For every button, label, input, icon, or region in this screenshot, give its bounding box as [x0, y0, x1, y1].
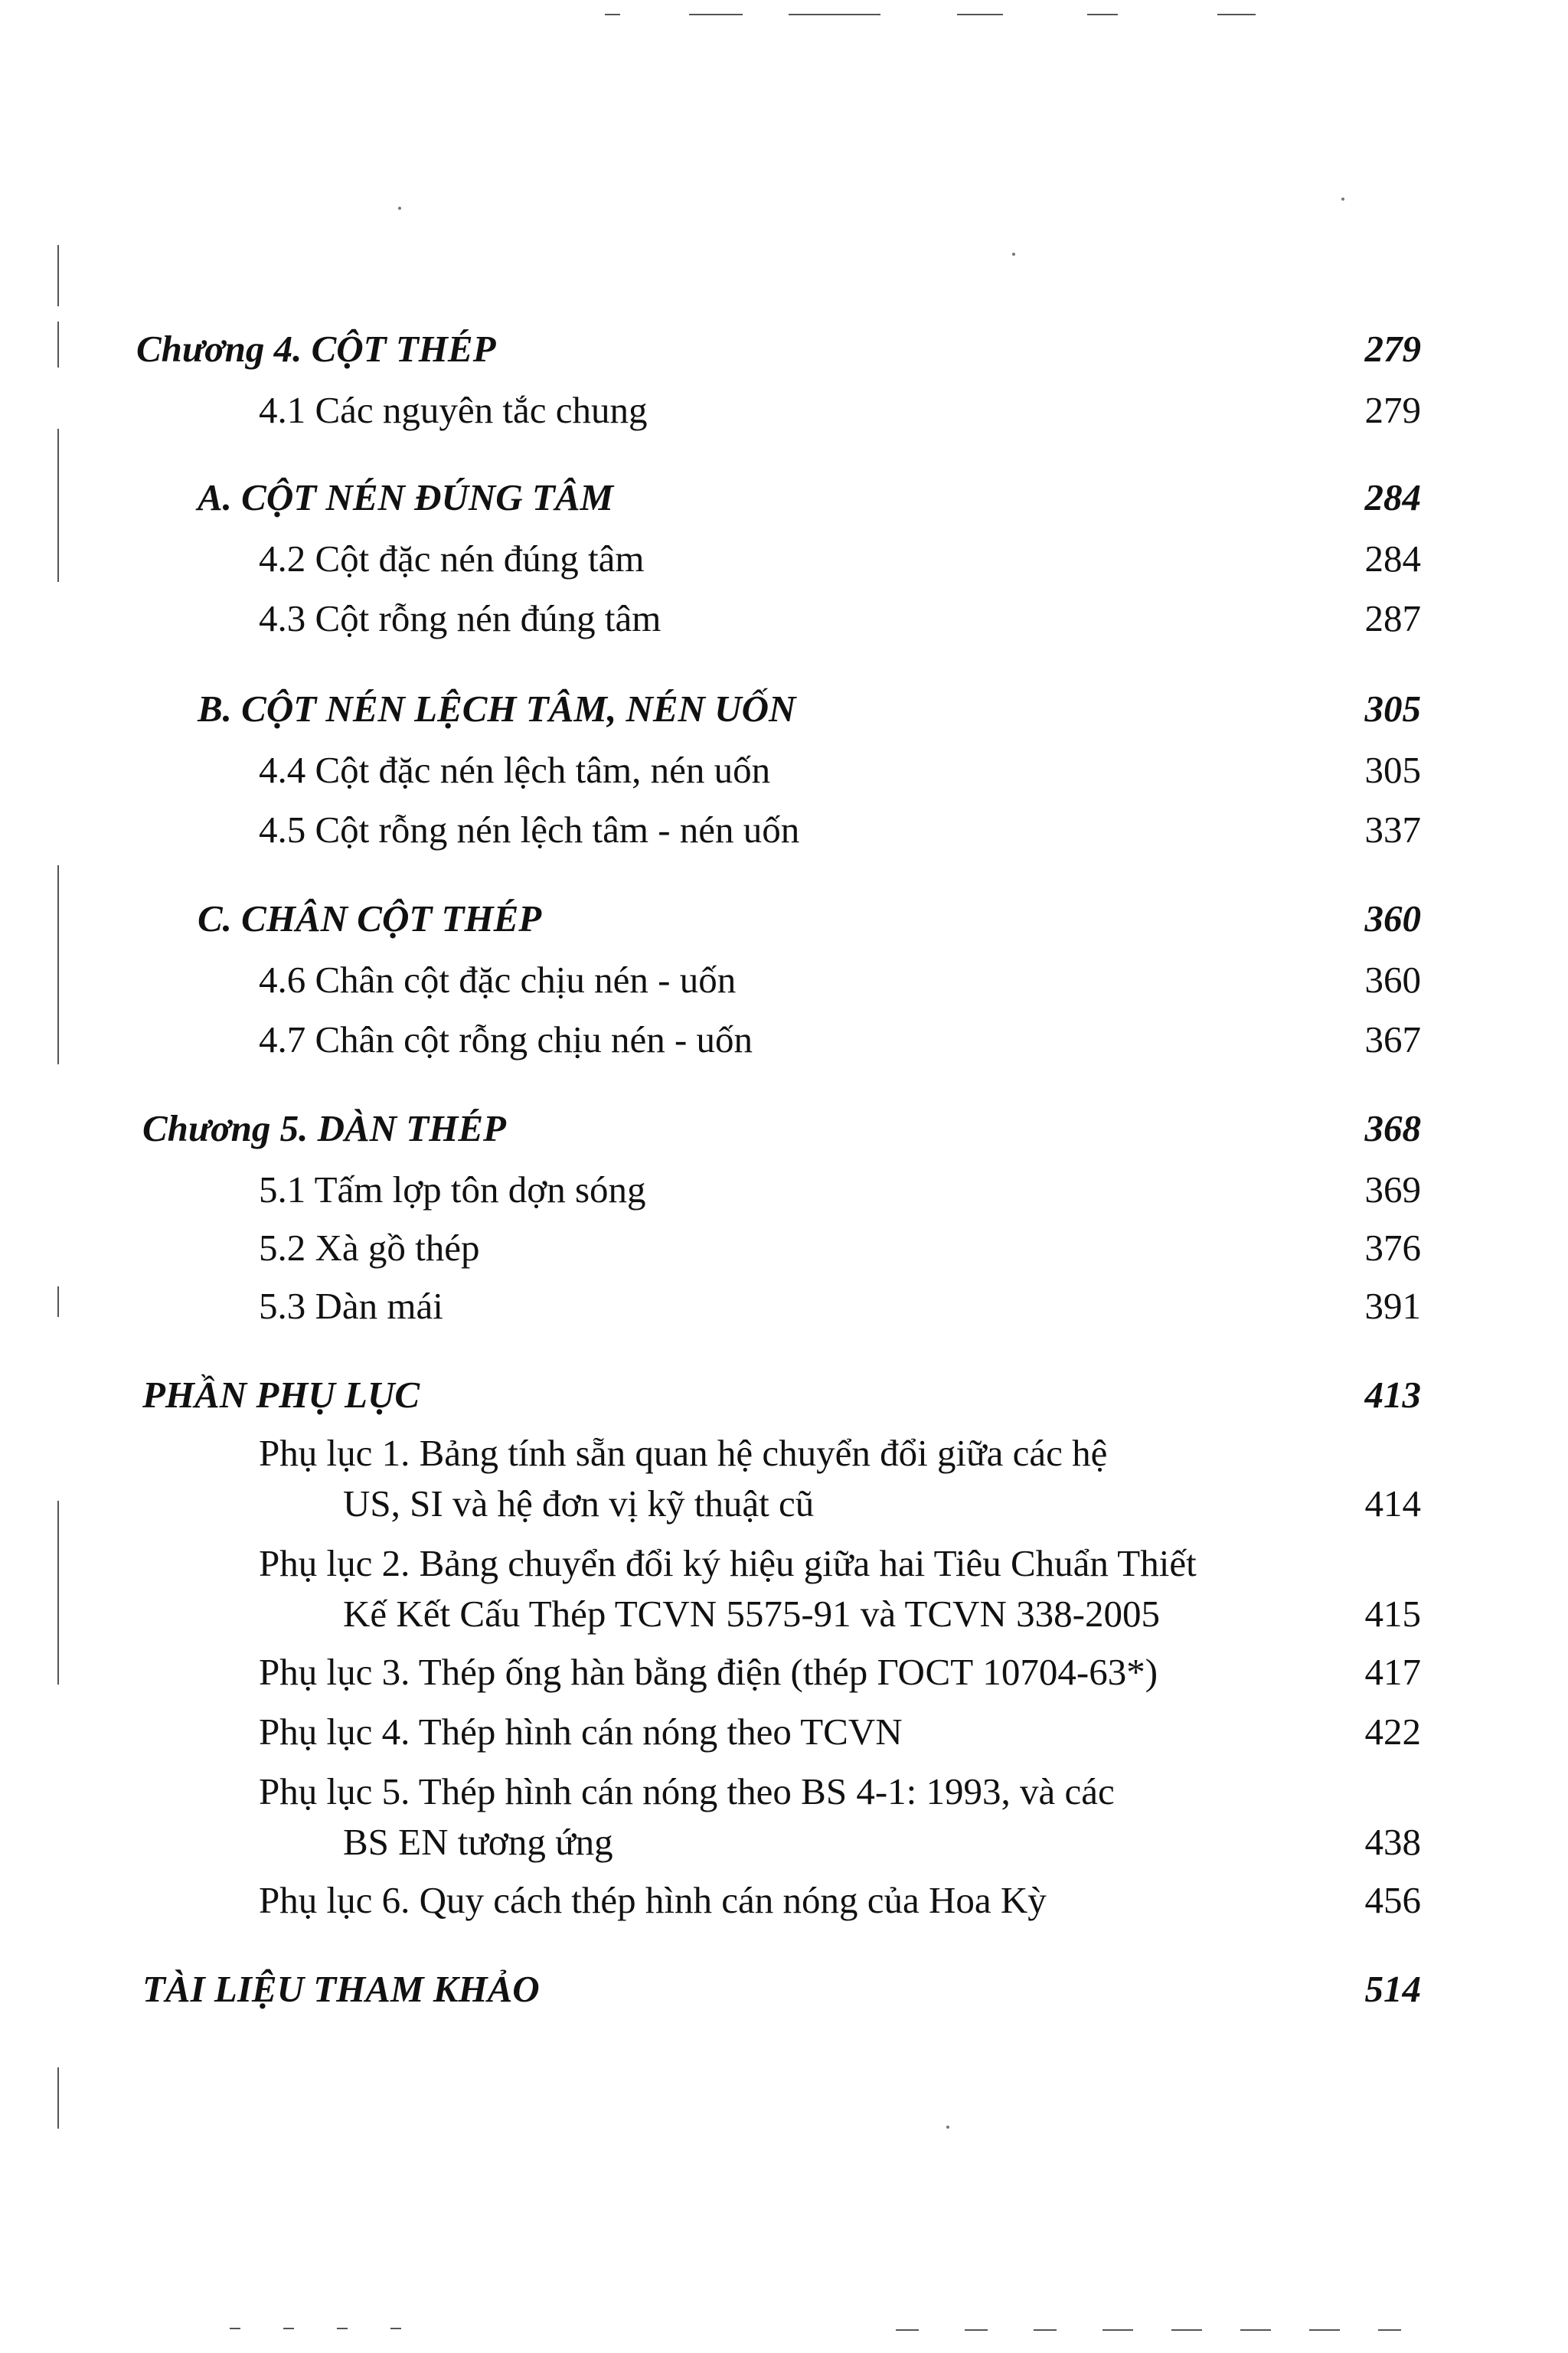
toc-entry-title: Phụ lục 3. Thép ống hàn bằng điện (thép ГОСТ 10704-63*) — [259, 1651, 1158, 1693]
toc-page-number: 337 — [1364, 809, 1421, 851]
toc-entry-title: 5.2 Xà gồ thép — [259, 1227, 480, 1269]
toc-entry-4-2[interactable] — [0, 528, 1568, 590]
toc-page-number: 284 — [1364, 476, 1421, 518]
toc-entry-5-2[interactable] — [0, 1217, 1568, 1279]
toc-entry-title: 4.2 Cột đặc nén đúng tâm — [259, 538, 645, 580]
toc-entry-title: Chương 5. DÀN THÉP — [142, 1107, 506, 1149]
toc-page-number: 415 — [1364, 1593, 1421, 1635]
toc-chapter-4[interactable] — [0, 319, 1568, 380]
toc-page-number: 287 — [1364, 597, 1421, 639]
toc-entry-4-4[interactable] — [0, 740, 1568, 801]
toc-section-a[interactable] — [0, 467, 1568, 528]
toc-page-number: 456 — [1364, 1879, 1421, 1921]
toc-page-number: 305 — [1364, 749, 1421, 791]
toc-page-number: 391 — [1364, 1285, 1421, 1327]
toc-section-c[interactable] — [0, 888, 1568, 949]
toc-page-number: 413 — [1364, 1374, 1421, 1416]
toc-page-number: 369 — [1364, 1168, 1421, 1211]
toc-section-b[interactable] — [0, 678, 1568, 740]
toc-page-number: 360 — [1364, 959, 1421, 1001]
toc-entry-title: 4.1 Các nguyên tắc chung — [259, 389, 648, 431]
toc-entry-title: Phụ lục 5. Thép hình cán nóng theo BS 4-1: 1993, và các — [259, 1770, 1115, 1812]
toc-entry-title: Phụ lục 1. Bảng tính sẵn quan hệ chuyển đổi giữa các hệ — [259, 1432, 1108, 1474]
toc-entry-4-6[interactable] — [0, 949, 1568, 1011]
toc-entry-title: 5.3 Dàn mái — [259, 1285, 443, 1327]
toc-entry-title: TÀI LIỆU THAM KHẢO — [142, 1968, 540, 2010]
toc-page-number: 514 — [1364, 1968, 1421, 2010]
toc-appendix-2-cont[interactable] — [0, 1583, 1568, 1645]
toc-appendix-1-cont[interactable] — [0, 1473, 1568, 1534]
toc-entry-title: B. CỘT NÉN LỆCH TÂM, NÉN UỐN — [198, 688, 796, 730]
toc-appendix-3[interactable] — [0, 1642, 1568, 1703]
toc-page-number: 305 — [1364, 688, 1421, 730]
toc-entry-title: A. CỘT NÉN ĐÚNG TÂM — [198, 476, 614, 518]
toc-entry-title: Phụ lục 2. Bảng chuyển đổi ký hiệu giữa hai Tiêu Chuẩn Thiết — [259, 1542, 1197, 1584]
toc-entry-title-continued: BS EN tương ứng — [343, 1821, 613, 1863]
toc-page-number: 438 — [1364, 1821, 1421, 1863]
toc-page-number: 279 — [1364, 328, 1421, 370]
toc-entry-4-1[interactable] — [0, 380, 1568, 441]
toc-entry-title: Phụ lục 6. Quy cách thép hình cán nóng của Hoa Kỳ — [259, 1879, 1047, 1921]
toc-entry-5-3[interactable] — [0, 1276, 1568, 1337]
toc-chapter-5[interactable] — [0, 1098, 1568, 1159]
toc-entry-title: C. CHÂN CỘT THÉP — [198, 897, 542, 940]
toc-appendix[interactable] — [0, 1364, 1568, 1426]
toc-entry-title-continued: Kế Kết Cấu Thép TCVN 5575-91 và TCVN 338-2005 — [343, 1593, 1160, 1635]
toc-page-number: 279 — [1364, 389, 1421, 431]
toc-entry-title: 4.5 Cột rỗng nén lệch tâm - nén uốn — [259, 809, 800, 851]
toc-appendix-5-cont[interactable] — [0, 1812, 1568, 1873]
toc-page-number: 417 — [1364, 1651, 1421, 1693]
toc-entry-title: 4.4 Cột đặc nén lệch tâm, nén uốn — [259, 749, 771, 791]
toc-entry-title-continued: US, SI và hệ đơn vị kỹ thuật cũ — [343, 1482, 815, 1525]
toc-entry-title: 5.1 Tấm lợp tôn dợn sóng — [259, 1168, 646, 1211]
toc-entry-title: 4.6 Chân cột đặc chịu nén - uốn — [259, 959, 737, 1001]
toc-appendix-6[interactable] — [0, 1870, 1568, 1931]
toc-entry-4-5[interactable] — [0, 799, 1568, 861]
toc-references[interactable] — [0, 1959, 1568, 2020]
toc-appendix-4[interactable] — [0, 1701, 1568, 1763]
toc-entry-title: 4.3 Cột rỗng nén đúng tâm — [259, 597, 662, 639]
toc-entry-title: PHẦN PHỤ LỤC — [142, 1374, 420, 1416]
toc-page-number: 376 — [1364, 1227, 1421, 1269]
toc-entry-4-3[interactable] — [0, 588, 1568, 649]
toc-entry-title: Phụ lục 4. Thép hình cán nóng theo TCVN — [259, 1711, 903, 1753]
toc-entry-title: Chương 4. CỘT THÉP — [136, 328, 496, 370]
toc-page-number: 360 — [1364, 897, 1421, 940]
toc-page-number: 422 — [1364, 1711, 1421, 1753]
toc-page-number: 367 — [1364, 1018, 1421, 1060]
toc-entry-title: 4.7 Chân cột rỗng chịu nén - uốn — [259, 1018, 753, 1060]
toc-page-number: 284 — [1364, 538, 1421, 580]
toc-page-number: 368 — [1364, 1107, 1421, 1149]
toc-entry-4-7[interactable] — [0, 1009, 1568, 1070]
toc-entry-5-1[interactable] — [0, 1159, 1568, 1221]
toc-page-number: 414 — [1364, 1482, 1421, 1525]
